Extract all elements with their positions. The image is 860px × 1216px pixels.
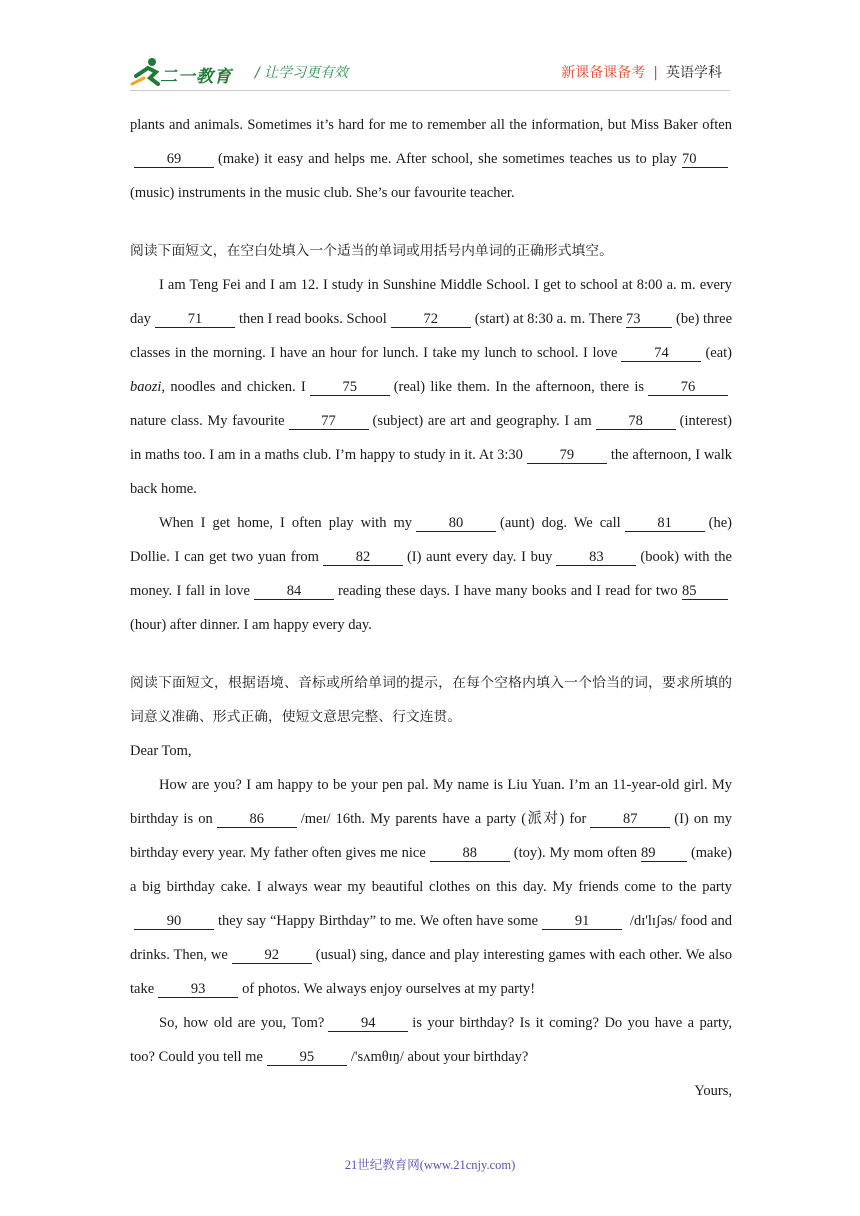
text: (be) three classes in the morning. I have an hour for lunch. I take my lunch to school. I love: [130, 311, 733, 361]
text: How are you? I am happy to be your pen pal. My name is Liu Yuan. I’m an 11-year-old girl. My birthday is on: [130, 777, 732, 827]
text: (I) aunt every day. I buy: [406, 549, 553, 565]
blank-79[interactable]: 79: [527, 447, 607, 464]
text: (make) a big birthday cake. I always wear my beautiful clothes on this day. My friends come to the party: [130, 845, 733, 895]
letter-greeting: Dear Tom,: [130, 743, 192, 759]
text: I am Teng Fei and I am 12. I study in Sunshine Middle School. I get to school at 8:00 a. m. every day: [130, 277, 732, 327]
text: nature class. My favourite: [130, 413, 285, 429]
text: they say “Happy Birthday” to me. We often have some: [218, 913, 539, 929]
text: of photos. We always enjoy ourselves at my party!: [242, 981, 536, 997]
header-subject: 英语学科: [666, 65, 722, 81]
blank-90[interactable]: 90: [134, 913, 214, 930]
text: (subject) are art and geography. I am: [372, 413, 592, 429]
text: (book) with the money. I fall in love: [130, 549, 732, 599]
passage1-paragraph: [130, 108, 732, 210]
letter-closing: Yours,: [694, 1083, 732, 1099]
text: is your birthday? Is it coming? Do you have a party, too? Could you tell me: [130, 1015, 732, 1065]
text: then I read books. School: [238, 311, 387, 327]
blank-70[interactable]: 70: [682, 151, 728, 168]
text: So, how old are you, Tom?: [159, 1015, 325, 1031]
blank-89[interactable]: 89: [641, 845, 687, 862]
text: (he) Dollie. I can get two yuan from: [130, 515, 733, 565]
header-tag: 新课备课备考: [561, 65, 646, 81]
text: the afternoon, I walk back home.: [130, 447, 732, 497]
text: (interest) in maths too. I am in a maths club. I’m happy to study in it. At 3:30: [130, 413, 732, 463]
blank-81[interactable]: 81: [625, 515, 705, 532]
text: (real) like them. In the afternoon, there is: [393, 379, 644, 395]
text: /'sʌmθɪŋ/ about your birthday?: [350, 1049, 529, 1065]
section2-paragraph2: [130, 506, 732, 642]
header-right: [561, 62, 722, 82]
section3-paragraph2: [130, 1006, 732, 1074]
page-footer: 21世纪教育网(www.21cnjy.com): [344, 1158, 516, 1172]
blank-88[interactable]: 88: [430, 845, 510, 862]
header-separator: |: [653, 65, 658, 81]
blank-78[interactable]: 78: [596, 413, 676, 430]
blank-91[interactable]: 91: [542, 913, 622, 930]
text: (hour) after dinner. I am happy every day.: [130, 617, 372, 633]
blank-77[interactable]: 77: [289, 413, 369, 430]
text: (start) at 8:30 a. m. There: [474, 311, 623, 327]
runner-logo-icon: [130, 56, 164, 88]
blank-76[interactable]: 76: [648, 379, 728, 396]
blank-83[interactable]: 83: [556, 549, 636, 566]
blank-75[interactable]: 75: [310, 379, 390, 396]
text: (music) instruments in the music club. She’s our favourite teacher.: [130, 185, 515, 201]
text: When I get home, I often play with my: [159, 515, 412, 531]
text-italic: baozi: [130, 379, 162, 395]
blank-85[interactable]: 85: [682, 583, 728, 600]
text: /dɪ'lɪʃəs/ food and drinks. Then, we: [130, 913, 732, 963]
text: (usual) sing, dance and play interesting games with each other. We also take: [130, 947, 732, 997]
text: (make) it easy and helps me. After school, she sometimes teaches us to play: [218, 151, 677, 167]
document-body: [130, 108, 732, 1108]
section2-instruction: 阅读下面短文，在空白处填入一个适当的单词或用括号内单词的正确形式填空。: [130, 243, 613, 259]
blank-92[interactable]: 92: [232, 947, 312, 964]
blank-95[interactable]: 95: [267, 1049, 347, 1066]
text: /meɪ/ 16th. My parents have a party (派对) for: [300, 811, 587, 827]
text: (aunt) dog. We call: [500, 515, 621, 531]
blank-73[interactable]: 73: [626, 311, 672, 328]
section3-paragraph1: [130, 768, 732, 1006]
blank-93[interactable]: 93: [158, 981, 238, 998]
blank-82[interactable]: 82: [323, 549, 403, 566]
slogan: / 让学习更有效: [255, 65, 349, 81]
logo: [130, 56, 250, 90]
text: often: [702, 117, 732, 133]
blank-72[interactable]: 72: [391, 311, 471, 328]
blank-74[interactable]: 74: [621, 345, 701, 362]
blank-69[interactable]: 69: [134, 151, 214, 168]
blank-84[interactable]: 84: [254, 583, 334, 600]
blank-94[interactable]: 94: [328, 1015, 408, 1032]
text: (I) on my birthday every year. My father often gives me nice: [130, 811, 733, 861]
text: (toy). My mom often: [513, 845, 638, 861]
text: reading these days. I have many books and I read for two: [337, 583, 678, 599]
header-divider: [130, 90, 730, 91]
text: plants and animals. Sometimes it’s hard for me to remember all the information, but Miss Baker: [130, 117, 698, 133]
page-header: [0, 0, 860, 100]
blank-71[interactable]: 71: [155, 311, 235, 328]
section3-instruction: 阅读下面短文，根据语境、音标或所给单词的提示，在每个空格内填入一个恰当的词，要求所填的词意义准确、形式正确，使短文意思完整、行文连贯。: [130, 675, 732, 725]
text: , noodles and chicken. I: [161, 379, 306, 395]
text: (eat): [705, 345, 732, 361]
blank-80[interactable]: 80: [416, 515, 496, 532]
blank-87[interactable]: 87: [590, 811, 670, 828]
section2-paragraph1: [130, 268, 732, 506]
blank-86[interactable]: 86: [217, 811, 297, 828]
logo-text: 二一教育: [160, 67, 232, 87]
